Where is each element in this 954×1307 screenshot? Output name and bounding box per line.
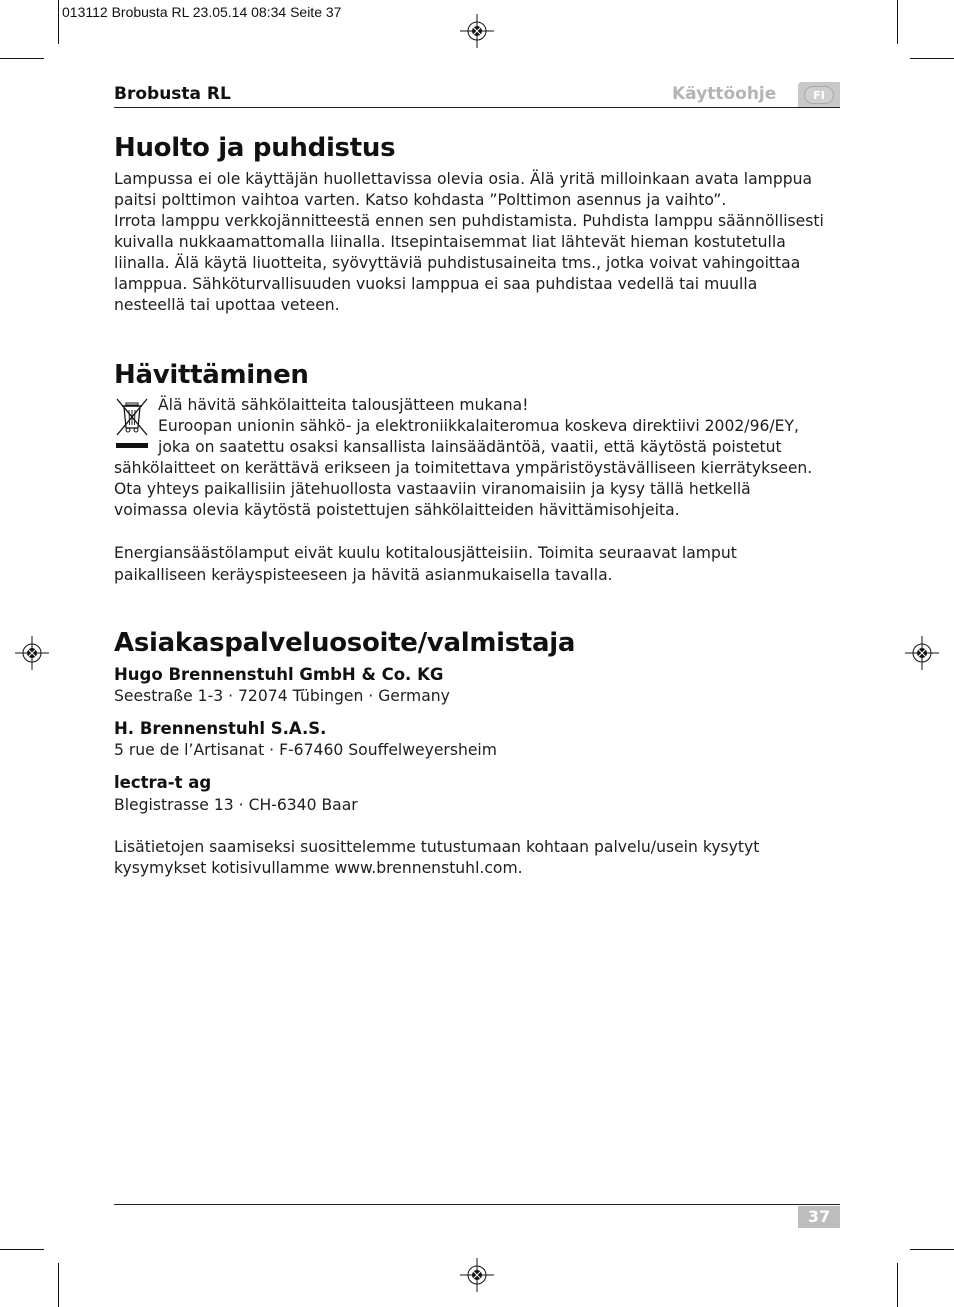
contact-info-text [114,837,844,879]
text-line: Ota yhteys paikallisiin jätehuollosta vastaaviin viranomaisiin ja kysy tällä hetkellä [114,480,751,498]
text-line: kuivalla nukkaamattomalla liinalla. Itsepintaisemmat liat lähtevät hieman kostutetulla [114,233,786,251]
text-line: Lisätietojen saamiseksi suosittelemme tutustumaan kohtaan palvelu/usein kysytyt [114,838,760,856]
text-line: paitsi polttimon vaihtoa varten. Katso kohdasta ”Polttimon asennus ja vaihto”. [114,191,727,209]
company-address: Blegistrasse 13 · CH-6340 Baar [114,796,358,814]
company-address: 5 rue de l’Artisanat · F-67460 Souffelweyersheim [114,741,497,759]
text-line: liinalla. Älä käytä liuotteita, syövyttäviä puhdistusaineita tms., jotka voivat vahingoittaa [114,254,801,272]
crop-mark-bottom-right-v [897,1263,898,1307]
product-name: Brobusta RL [114,84,231,104]
text-line: nesteellä tai upottaa veteen. [114,296,340,314]
text-line: voimassa olevia käytöstä poistettujen sähkölaitteiden hävittämisohjeita. [114,501,680,519]
registration-mark-icon [15,636,49,670]
language-tab [798,82,840,107]
contact-heading: Asiakaspalveluosoite/valmistaja [114,628,576,658]
page-number: 37 [798,1206,840,1228]
text-line: sähkölaitteet on kerättävä erikseen ja toimitettava ympäristöystävälliseen kierrätykseen. [114,459,813,477]
text-line: Älä hävitä sähkölaitteita talousjätteen mukana! [158,396,529,414]
maintenance-text [114,169,844,316]
print-slug: 013112 Brobusta RL 23.05.14 08:34 Seite 37 [62,4,342,20]
header-rule [114,107,840,108]
language-code: FI [804,86,834,104]
text-line: Irrota lamppu verkkojännitteestä ennen sen puhdistamista. Puhdista lamppu säännöllisesti [114,212,824,230]
text-line: joka on saatettu osaksi kansallista lainsäädäntöä, vaatii, että käytöstä poistetut [158,438,782,456]
company-name: lectra-t ag [114,773,212,792]
registration-mark-icon [460,1258,494,1292]
energy-saving-lamps-text [114,542,844,586]
crop-mark-top-right-h [910,58,954,59]
text-line: Lampussa ei ole käyttäjän huollettavissa olevia osia. Älä yritä milloinkaan avata lamppua [114,170,813,188]
company-name: H. Brennenstuhl S.A.S. [114,719,327,738]
crop-mark-bottom-left-v [58,1263,59,1307]
manual-label: Käyttöohje [672,84,777,104]
company-name: Hugo Brennenstuhl GmbH & Co. KG [114,665,444,684]
maintenance-heading: Huolto ja puhdistus [114,133,396,163]
disposal-text [114,395,844,521]
registration-mark-icon [905,636,939,670]
crop-mark-top-left-v [58,0,59,44]
text-line: Euroopan unionin sähkö- ja elektroniikkalaiteromua koskeva direktiivi 2002/96/EY, [158,417,799,435]
crop-mark-top-right-v [897,0,898,44]
disposal-heading: Hävittäminen [114,360,309,390]
crop-mark-bottom-left-h [0,1249,44,1250]
text-line: lamppua. Sähköturvallisuuden vuoksi lamppua ei saa puhdistaa vedellä tai muulla [114,275,758,293]
footer-rule [114,1204,840,1205]
company-address: Seestraße 1-3 · 72074 Tübingen · Germany [114,687,450,705]
crop-mark-top-left-h [0,58,44,59]
crop-mark-bottom-right-h [910,1249,954,1250]
text-line: kysymykset kotisivullamme www.brennenstuhl.com. [114,859,523,877]
text-line: paikalliseen keräyspisteeseen ja hävitä asianmukaisella tavalla. [114,566,613,584]
text-line: Energiansäästölamput eivät kuulu kotitalousjätteisiin. Toimita seuraavat lamput [114,544,737,562]
registration-mark-icon [460,14,494,48]
